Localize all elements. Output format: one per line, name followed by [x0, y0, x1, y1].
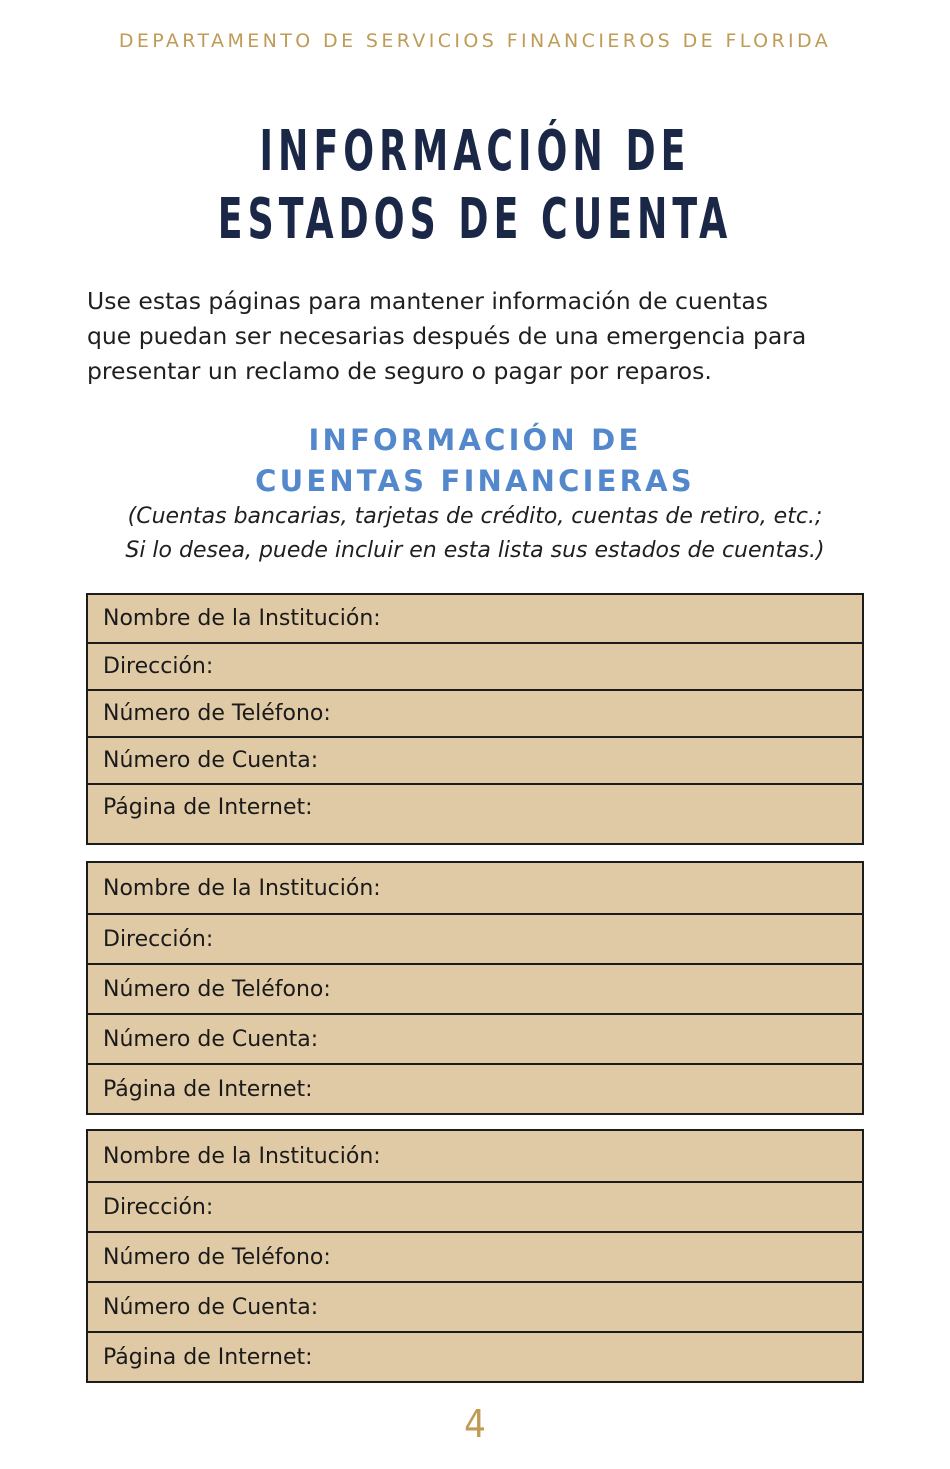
- account-number-field[interactable]: Número de Cuenta:: [88, 1013, 862, 1063]
- section-title-line-1: INFORMACIÓN DE: [308, 423, 642, 457]
- page-title-line-2: ESTADOS DE CUENTA: [217, 187, 733, 252]
- website-field[interactable]: Página de Internet:: [88, 783, 862, 843]
- page-title: [133, 118, 817, 254]
- section-subtitle-line-1: (Cuentas bancarias, tarjetas de crédito, cuentas de retiro, etc.;: [127, 504, 823, 529]
- institution-name-field[interactable]: Nombre de la Institución:: [103, 606, 381, 631]
- account-form-3: [86, 1129, 864, 1383]
- intro-line-1: Use estas páginas para mantener información de cuentas: [87, 287, 769, 315]
- address-field[interactable]: Dirección:: [88, 642, 862, 689]
- institution-name-field[interactable]: Nombre de la Institución:: [103, 875, 381, 901]
- account-form-2: [86, 861, 864, 1115]
- intro-line-3: presentar un reclamo de seguro o pagar por reparos.: [87, 357, 712, 385]
- website-field[interactable]: Página de Internet:: [88, 1331, 862, 1381]
- page-number: 4: [464, 1402, 486, 1446]
- website-field[interactable]: Página de Internet:: [88, 1063, 862, 1113]
- phone-number-field[interactable]: Número de Teléfono:: [88, 689, 862, 736]
- department-header: DEPARTAMENTO DE SERVICIOS FINANCIEROS DE FLORIDA: [118, 30, 832, 52]
- phone-number-field[interactable]: Número de Teléfono:: [88, 963, 862, 1013]
- account-form-1: [86, 593, 864, 845]
- section-title: [0, 420, 950, 502]
- section-title-line-2: CUENTAS FINANCIERAS: [255, 464, 695, 498]
- address-field[interactable]: Dirección:: [88, 1181, 862, 1231]
- address-field[interactable]: Dirección:: [88, 913, 862, 963]
- section-subtitle-line-2: Si lo desea, puede incluir en esta lista sus estados de cuentas.): [125, 538, 825, 563]
- page-title-line-1: INFORMACIÓN DE: [259, 119, 691, 184]
- account-number-field[interactable]: Número de Cuenta:: [88, 1281, 862, 1331]
- intro-paragraph: [87, 284, 867, 389]
- section-subtitle: [0, 500, 950, 568]
- account-number-field[interactable]: Número de Cuenta:: [88, 736, 862, 783]
- institution-name-field[interactable]: Nombre de la Institución:: [103, 1143, 381, 1169]
- intro-line-2: que puedan ser necesarias después de una emergencia para: [87, 322, 807, 350]
- phone-number-field[interactable]: Número de Teléfono:: [88, 1231, 862, 1281]
